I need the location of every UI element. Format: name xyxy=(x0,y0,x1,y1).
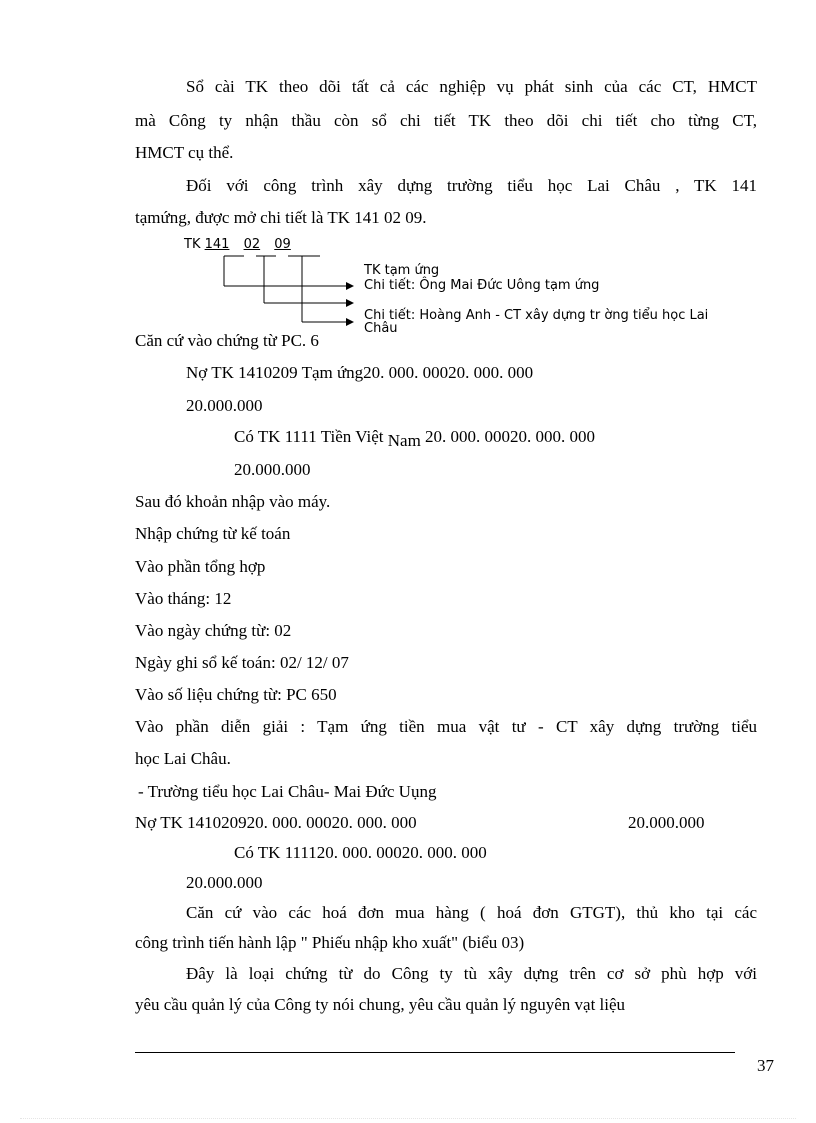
no-entry-2-amount: 20.000.000 xyxy=(628,813,705,832)
diagram-label-chi-tiet-1: Chi tiết: Ông Mai Đức Uông tạm ứng xyxy=(364,278,600,293)
co-entry-1 xyxy=(234,427,596,450)
para2-line1: Đối với công trình xây dựng trường tiểu học Lai Châu , TK 141 xyxy=(186,176,757,195)
step-line: Vào số liệu chứng từ: PC 650 xyxy=(135,685,337,704)
co-entry-1-amount: 20.000.000 xyxy=(234,460,311,479)
para3-line1: Căn cứ vào các hoá đơn mua hàng ( hoá đơn GTGT), thủ kho tại các xyxy=(186,903,757,922)
co-entry-1-nam: Nam xyxy=(387,431,421,450)
diagram-label-tk-tam-ung: TK tạm ứng xyxy=(364,263,440,278)
para2-line2: tạmứng, được mở chi tiết là TK 141 02 09. xyxy=(135,208,427,227)
step-line: Vào ngày chứng từ: 02 xyxy=(135,621,292,640)
step-line: Vào tháng: 12 xyxy=(135,589,232,608)
diagram-code-09: 09 xyxy=(274,237,291,252)
no-entry-1-amount: 20.000.000 xyxy=(186,396,263,415)
para1-line3: HMCT cụ thể. xyxy=(135,143,234,162)
step-line: Ngày ghi sổ kế toán: 02/ 12/ 07 xyxy=(135,653,349,672)
dien-giai-line1: Vào phần diễn giải : Tạm ứng tiền mua vật tư - CT xây dựng trường tiểu xyxy=(135,717,757,736)
co-entry-1-values: 20. 000. 00020. 000. 000 xyxy=(425,427,596,446)
step-line: Nhập chứng từ kế toán xyxy=(135,524,291,543)
para1-line1: Sổ cài TK theo dõi tất cả các nghiệp vụ phát sinh của các CT, HMCT xyxy=(186,77,757,96)
diagram-code-141: 141 xyxy=(204,237,230,252)
account-diagram xyxy=(180,236,780,336)
page-number: 37 xyxy=(757,1056,774,1075)
para3-line2: công trình tiến hành lập " Phiếu nhập kho xuất" (biểu 03) xyxy=(135,933,525,952)
diagram-code-02: 02 xyxy=(243,237,261,252)
no-entry-2: Nợ TK 141020920. 000. 00020. 000. 000 xyxy=(135,813,417,832)
co-entry-1-text: Có TK 1111 Tiền Việt xyxy=(234,427,384,446)
para4-line1: Đây là loại chứng từ do Công ty tù xây dựng trên cơ sở phù hợp với xyxy=(186,964,757,983)
step-line: Sau đó khoản nhập vào máy. xyxy=(135,492,331,511)
diagram-tk: TK xyxy=(184,237,201,252)
diagram-label-chi-tiet-2b: Châu xyxy=(364,321,398,336)
diagram-label-chi-tiet-2: Chi tiết: Hoàng Anh - CT xây dựng tr ờng tiểu học Lai xyxy=(364,308,709,323)
step-line: Vào phần tổng hợp xyxy=(135,557,266,576)
dien-giai-line2: học Lai Châu. xyxy=(135,749,231,768)
co-entry-2-amount: 20.000.000 xyxy=(186,873,263,892)
page-bottom-divider xyxy=(20,1118,796,1119)
dien-giai-line3: - Trường tiểu học Lai Châu- Mai Đức Uụng xyxy=(138,782,437,801)
co-entry-2: Có TK 111120. 000. 00020. 000. 000 xyxy=(234,843,487,862)
para4-line2: yêu cầu quản lý của Công ty nói chung, yêu cầu quản lý nguyên vạt liệu xyxy=(135,995,626,1014)
no-entry-1: Nợ TK 1410209 Tạm ứng20. 000. 00020. 000. 000 xyxy=(186,363,534,382)
footer-rule xyxy=(135,1052,735,1053)
cancu-line: Căn cứ vào chứng từ PC. 6 xyxy=(135,331,319,350)
para1-line2: mà Công ty nhận thầu còn sổ chi tiết TK theo dõi chi tiết cho từng CT, xyxy=(135,111,757,130)
